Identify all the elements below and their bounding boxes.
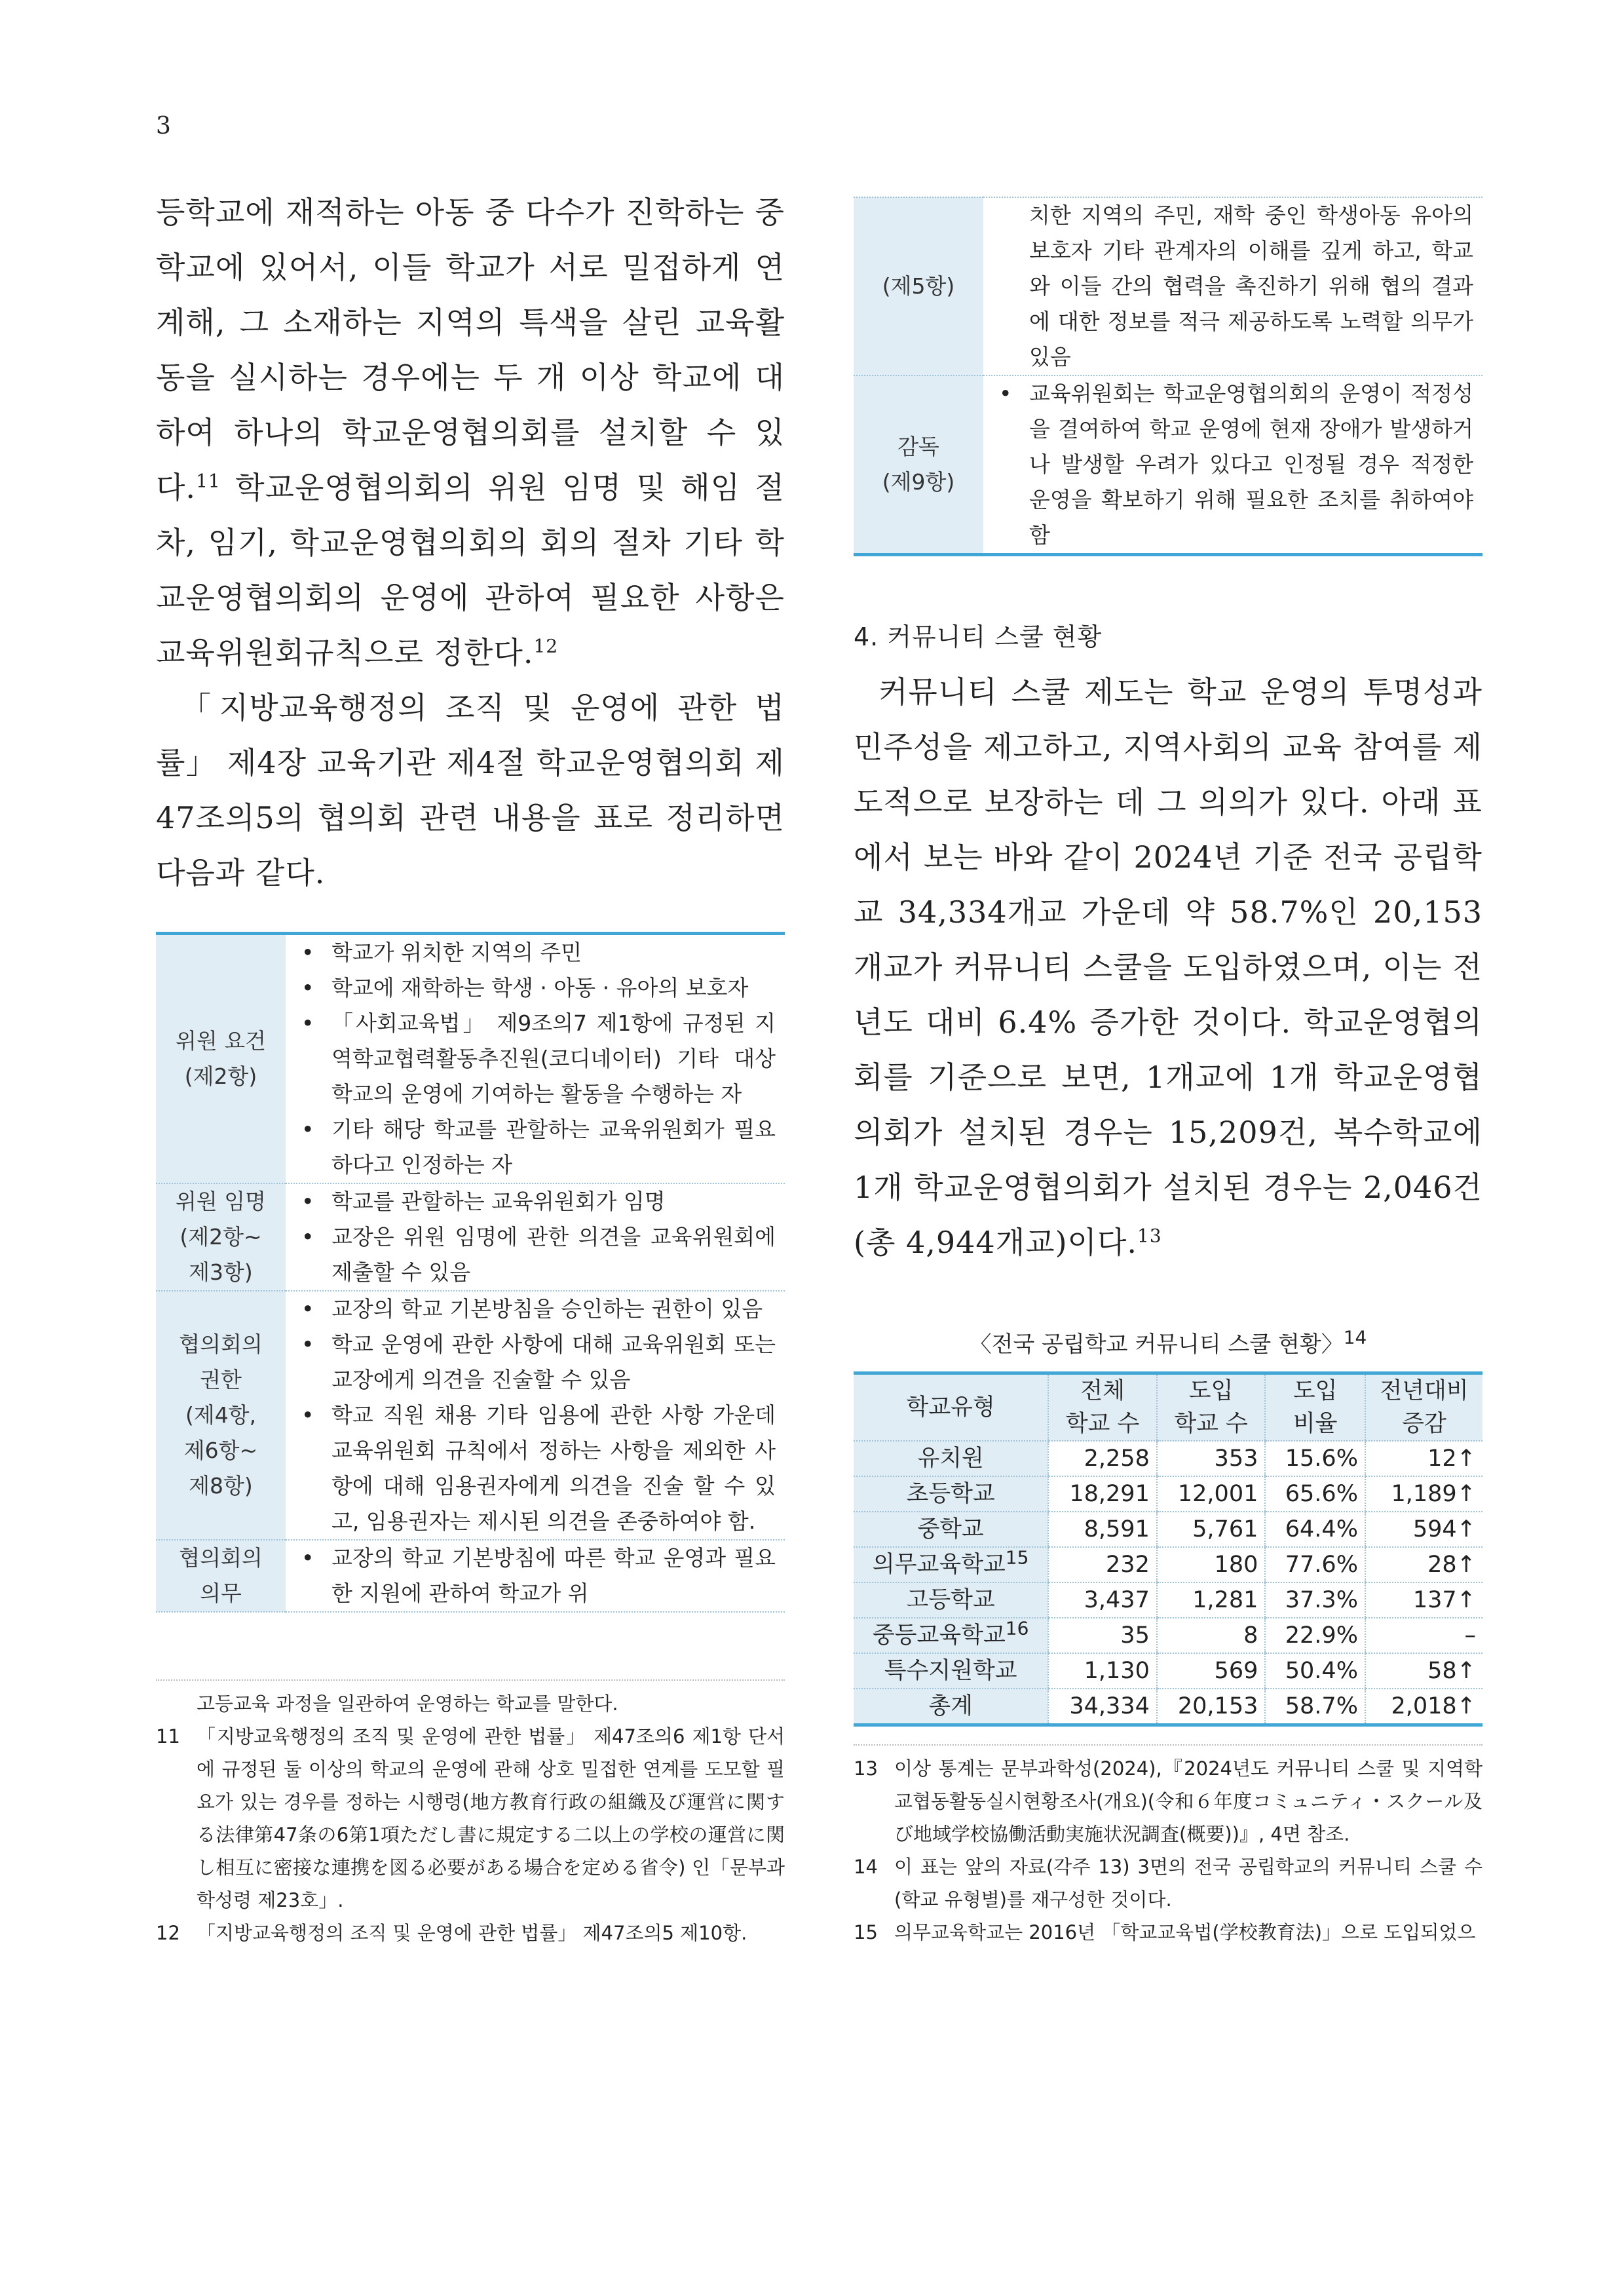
school-type-cell: 중등교육학교$^{16}$: [854, 1618, 1048, 1653]
right-footnotes: [854, 1744, 1482, 1949]
row-content: [286, 1183, 785, 1291]
row-content: [286, 1291, 785, 1540]
value-cell-adopted: 5,761: [1157, 1512, 1266, 1547]
table-row: [854, 375, 1482, 555]
footnote-ref-11[interactable]: 11: [196, 470, 221, 492]
value-cell-rate: 65.6%: [1265, 1476, 1365, 1512]
table-row: [854, 197, 1482, 375]
column-header: 전체 학교 수: [1048, 1373, 1157, 1442]
row-header: (제5항): [854, 197, 983, 375]
value-cell-rate: 64.4%: [1265, 1512, 1365, 1547]
value-cell-total: 1,130: [1048, 1653, 1157, 1689]
value-cell-adopted: 12,001: [1157, 1476, 1266, 1512]
footnote-text: 「지방교육행정의 조직 및 운영에 관한 법률」 제47조의6 제1항 단서에 규정된 둘 이상의 학교의 운영에 관해 상호 밀접한 연계를 도모할 필요가 있는 경우를 정하는 시행령(地方教育行政の組織及び運営に関する法律第47条の6第1項ただし書に規定する二以上の学校の運営に関し相互に密接な連携を図る必要がある場合を定める省令) 인「문부과학성령 제23호」.: [197, 1725, 785, 1911]
table-row: [854, 1547, 1482, 1582]
row-header: 감독 (제9항): [854, 375, 983, 555]
value-cell-rate: 58.7%: [1265, 1689, 1365, 1725]
value-cell-adopted: 353: [1157, 1441, 1266, 1476]
value-cell-change: 28↑: [1365, 1547, 1482, 1582]
footnote-number: 14: [854, 1856, 878, 1878]
footnote: [854, 1752, 1482, 1850]
value-cell-adopted: 569: [1157, 1653, 1266, 1689]
table-row: [854, 1618, 1482, 1653]
bullet-item: • 기타 해당 학교를 관할하는 교육위원회가 필요하다고 인정하는 자: [331, 1112, 776, 1183]
school-type-cell: 총계: [854, 1689, 1048, 1725]
law-summary-table: [156, 932, 785, 1613]
footnote: [854, 1916, 1482, 1949]
footnote-number: 13: [854, 1757, 878, 1780]
footnote-rule: [854, 1744, 1482, 1746]
footnote-number: 11: [156, 1725, 180, 1748]
value-cell-change: 594↑: [1365, 1512, 1482, 1547]
community-school-stats-table: [854, 1371, 1482, 1727]
paragraph-2: 「지방교육행정의 조직 및 운영에 관한 법률」 제4장 교육기관 제4절 학교운영협의회 제47조의5의 협의회 관련 내용을 표로 정리하면 다음과 같다.: [156, 690, 785, 890]
value-cell-rate: 22.9%: [1265, 1618, 1365, 1653]
right-column: [854, 197, 1482, 1727]
value-cell-change: –: [1365, 1618, 1482, 1653]
row-header: 위원 요건 (제2항): [156, 934, 286, 1184]
value-cell-change: 1,189↑: [1365, 1476, 1482, 1512]
page-number: 3: [156, 113, 171, 140]
row-content: [983, 197, 1482, 375]
value-cell-rate: 50.4%: [1265, 1653, 1365, 1689]
section-heading: 4. 커뮤니티 스쿨 현황: [854, 622, 1103, 651]
row-content: [286, 934, 785, 1184]
bullet-item: • 학교 운영에 관한 사항에 대해 교육위원회 또는 교장에게 의견을 진술할 수 있음: [331, 1327, 776, 1398]
row-header: 협의회의 의무: [156, 1540, 286, 1612]
row-content: [983, 375, 1482, 555]
bullet-item: • 교장의 학교 기본방침을 승인하는 권한이 있음: [331, 1292, 776, 1327]
row-text: 치한 지역의 주민, 재학 중인 학생아동 유아의 보호자 기타 관계자의 이해를 깊게 하고, 학교와 이들 간의 협력을 촉진하기 위해 협의 결과에 대한 정보를 적극 제공하도록 노력할 의무가 있음: [1029, 202, 1473, 370]
column-header: 도입 학교 수: [1157, 1373, 1266, 1442]
table-row: [854, 1653, 1482, 1689]
school-type-cell: 의무교육학교$^{15}$: [854, 1547, 1048, 1582]
table-row: [854, 1512, 1482, 1547]
footnote: [156, 1917, 785, 1949]
footnote-number: [156, 1687, 197, 1720]
table-row: [156, 934, 785, 1184]
school-type-cell: 초등학교: [854, 1476, 1048, 1512]
footnote-text: 「지방교육행정의 조직 및 운영에 관한 법률」 제47조의5 제10항.: [197, 1922, 747, 1944]
bullet-list: [299, 1540, 776, 1611]
table-row: [156, 1540, 785, 1612]
bullet-list: [996, 376, 1473, 553]
value-cell-change: 137↑: [1365, 1582, 1482, 1618]
value-cell-adopted: 20,153: [1157, 1689, 1266, 1725]
column-header: 전년대비 증감: [1365, 1373, 1482, 1442]
value-cell-total: 232: [1048, 1547, 1157, 1582]
footnote: [854, 1850, 1482, 1916]
bullet-item: • 「사회교육법」 제9조의7 제1항에 규정된 지역학교협력활동추진원(코디네이터) 기타 대상 학교의 운영에 기여하는 활동을 수행하는 자: [331, 1006, 776, 1112]
row-header: 위원 임명 (제2항~ 제3항): [156, 1183, 286, 1291]
bullet-list: [299, 935, 776, 1183]
value-cell-adopted: 8: [1157, 1618, 1266, 1653]
footnote-text: 이상 통계는 문부과학성(2024),『2024년도 커뮤니티 스쿨 및 지역학교협동활동실시현황조사(개요)(令和６年度コミュニティ・スクール及び地域学校協働活動実施状況調査(概要))』, 4면 참조.: [894, 1757, 1482, 1845]
value-cell-rate: 37.3%: [1265, 1582, 1365, 1618]
school-type-cell: 중학교: [854, 1512, 1048, 1547]
value-cell-change: 2,018↑: [1365, 1689, 1482, 1725]
table-row: [854, 1582, 1482, 1618]
value-cell-total: 34,334: [1048, 1689, 1157, 1725]
bullet-list: [299, 1184, 776, 1290]
bullet-item: • 학교에 재학하는 학생 · 아동 · 유아의 보호자: [331, 970, 776, 1006]
value-cell-total: 35: [1048, 1618, 1157, 1653]
bullet-list: [299, 1292, 776, 1539]
bullet-item: • 교육위원회는 학교운영협의회의 운영이 적정성을 결여하여 학교 운영에 현재 장애가 발생하거나 발생할 우려가 있다고 인정될 경우 적정한 운영을 확보하기 위해 필요한 조치를 취하여야 함: [1029, 376, 1473, 553]
column-header: 도입 비율: [1265, 1373, 1365, 1442]
value-cell-total: 8,591: [1048, 1512, 1157, 1547]
value-cell-adopted: 180: [1157, 1547, 1266, 1582]
paragraph-1: 등학교에 재적하는 아동 중 다수가 진학하는 중학교에 있어서, 이들 학교가 서로 밀접하게 연계해, 그 소재하는 지역의 특색을 살린 교육활동을 실시하는 경우에는 두 개 이상 학교에 대하여 하나의 학교운영협의회를 설치할 수 있다.$^{11}$ 학교운영협의회의 위원 임명 및 해임 절차, 임기, 학교운영협의회의 회의 절차 기타 학교운영협의회의 운영에 관하여 필요한 사항은 교육위원회규칙으로 정한다.$^{12}$: [156, 195, 785, 670]
footnote-ref[interactable]: 15: [1005, 1546, 1029, 1569]
school-type-cell: 특수지원학교: [854, 1653, 1048, 1689]
footnote: [156, 1720, 785, 1917]
value-cell-total: 3,437: [1048, 1582, 1157, 1618]
bullet-item: • 학교 직원 채용 기타 임용에 관한 사항 가운데 교육위원회 규칙에서 정하는 사항을 제외한 사항에 대해 임용권자에게 의견을 진술 할 수 있고, 임용권자는 제시된 의견을 존중하여야 함.: [331, 1398, 776, 1539]
value-cell-total: 2,258: [1048, 1441, 1157, 1476]
bullet-item: • 교장은 위원 임명에 관한 의견을 교육위원회에 제출할 수 있음: [331, 1219, 776, 1290]
table-row: [156, 1291, 785, 1540]
footnote-ref-13[interactable]: 13: [1137, 1225, 1162, 1247]
footnote-number: 15: [854, 1921, 878, 1943]
table-row: [854, 1476, 1482, 1512]
law-summary-table-continued: [854, 197, 1482, 556]
school-type-cell: 유치원: [854, 1441, 1048, 1476]
value-cell-rate: 15.6%: [1265, 1441, 1365, 1476]
table-row: [854, 1689, 1482, 1725]
value-cell-adopted: 1,281: [1157, 1582, 1266, 1618]
row-content: [286, 1540, 785, 1612]
footnote-text: 의무교육학교는 2016년 「학교교육법(学校教育法)」으로 도입되었으: [894, 1921, 1476, 1943]
value-cell-rate: 77.6%: [1265, 1547, 1365, 1582]
table-caption: 〈전국 공립학교 커뮤니티 스쿨 현황〉$^{14}$: [969, 1326, 1367, 1358]
left-column: [156, 185, 785, 1613]
value-cell-change: 12↑: [1365, 1441, 1482, 1476]
row-header: 협의회의 권한 (제4항, 제6항~ 제8항): [156, 1291, 286, 1540]
table-row: [156, 1183, 785, 1291]
table-row: [854, 1441, 1482, 1476]
footnote-rule: [156, 1679, 785, 1681]
value-cell-change: 58↑: [1365, 1653, 1482, 1689]
footnote: [156, 1687, 785, 1720]
bullet-item: • 학교가 위치한 지역의 주민: [331, 935, 776, 970]
footnote-text: 이 표는 앞의 자료(각주 13) 3면의 전국 공립학교의 커뮤니티 스쿨 수(학교 유형별)를 재구성한 것이다.: [894, 1856, 1482, 1911]
left-footnotes: [156, 1679, 785, 1949]
footnote-ref-12[interactable]: 12: [533, 635, 559, 657]
bullet-item: • 학교를 관할하는 교육위원회가 임명: [331, 1184, 776, 1219]
school-type-cell: 고등학교: [854, 1582, 1048, 1618]
paragraph-community-school: 커뮤니티 스쿨 제도는 학교 운영의 투명성과 민주성을 제고하고, 지역사회의 교육 참여를 제도적으로 보장하는 데 그 의의가 있다. 아래 표에서 보는 바와 같이 2024년 기준 전국 공립학교 34,334개교 가운데 약 58.7%인 20,153개교가 커뮤니티 스쿨을 도입하였으며, 이는 전년도 대비 6.4% 증가한 것이다. 학교운영협의회를 기준으로 보면, 1개교에 1개 학교운영협의회가 설치된 경우는 15,209건, 복수학교에 1개 학교운영협의회가 설치된 경우는 2,046건 (총 4,944개교)이다.$^{13}$: [854, 674, 1482, 1260]
footnote-text: 고등교육 과정을 일관하여 운영하는 학교를 말한다.: [197, 1693, 618, 1715]
value-cell-total: 18,291: [1048, 1476, 1157, 1512]
footnote-ref-14[interactable]: 14: [1343, 1326, 1367, 1349]
footnote-ref[interactable]: 16: [1005, 1617, 1029, 1639]
column-header: 학교유형: [854, 1373, 1048, 1442]
bullet-item: • 교장의 학교 기본방침에 따른 학교 운영과 필요한 지원에 관하여 학교가 위: [331, 1540, 776, 1611]
footnote-number: 12: [156, 1922, 180, 1944]
